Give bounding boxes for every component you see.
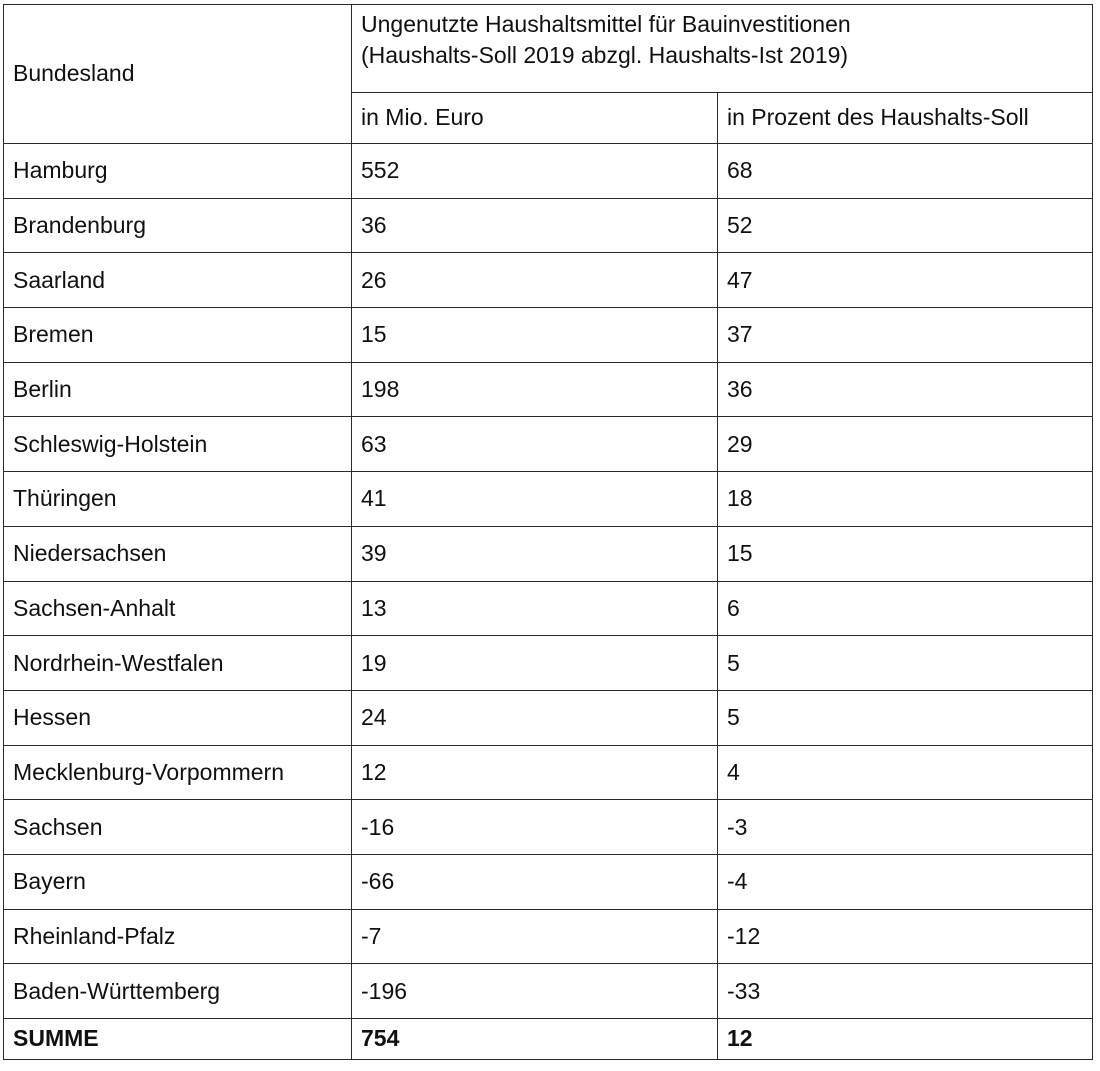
table-row (4, 909, 1093, 964)
cell-mio-euro: -7 (352, 909, 718, 964)
table-row (4, 144, 1093, 199)
cell-bundesland: Rheinland-Pfalz (4, 909, 352, 964)
table-row (4, 362, 1093, 417)
summary-mio-euro: 754 (352, 1019, 718, 1060)
cell-mio-euro: 36 (352, 198, 718, 253)
table-row (4, 417, 1093, 472)
cell-prozent: 52 (718, 198, 1093, 253)
cell-mio-euro: 198 (352, 362, 718, 417)
cell-bundesland: Bayern (4, 854, 352, 909)
cell-mio-euro: 15 (352, 308, 718, 363)
table-row (4, 854, 1093, 909)
table-row (4, 526, 1093, 581)
cell-bundesland: Sachsen (4, 800, 352, 855)
table-row (4, 636, 1093, 691)
cell-prozent: 68 (718, 144, 1093, 199)
table-row (4, 308, 1093, 363)
cell-bundesland: Hessen (4, 690, 352, 745)
summary-row (4, 1019, 1093, 1060)
cell-bundesland: Saarland (4, 253, 352, 308)
cell-mio-euro: -196 (352, 964, 718, 1019)
header-bundesland: Bundesland (4, 5, 352, 144)
cell-bundesland: Sachsen-Anhalt (4, 581, 352, 636)
cell-bundesland: Bremen (4, 308, 352, 363)
summary-prozent: 12 (718, 1019, 1093, 1060)
header-mio-euro: in Mio. Euro (352, 93, 718, 144)
table-container (3, 4, 1093, 1060)
cell-mio-euro: 19 (352, 636, 718, 691)
cell-mio-euro: 63 (352, 417, 718, 472)
cell-bundesland: Baden-Württemberg (4, 964, 352, 1019)
cell-bundesland: Niedersachsen (4, 526, 352, 581)
table-row (4, 690, 1093, 745)
cell-bundesland: Mecklenburg-Vorpommern (4, 745, 352, 800)
cell-prozent: 29 (718, 417, 1093, 472)
cell-bundesland: Hamburg (4, 144, 352, 199)
cell-prozent: 18 (718, 472, 1093, 527)
cell-bundesland: Berlin (4, 362, 352, 417)
cell-bundesland: Brandenburg (4, 198, 352, 253)
cell-prozent: 36 (718, 362, 1093, 417)
table-row (4, 581, 1093, 636)
cell-prozent: 4 (718, 745, 1093, 800)
budget-table (3, 4, 1093, 1060)
cell-prozent: 37 (718, 308, 1093, 363)
cell-prozent: 15 (718, 526, 1093, 581)
cell-bundesland: Schleswig-Holstein (4, 417, 352, 472)
cell-prozent: 47 (718, 253, 1093, 308)
header-row-1 (4, 5, 1093, 93)
cell-prozent: 5 (718, 636, 1093, 691)
cell-mio-euro: 552 (352, 144, 718, 199)
table-row (4, 745, 1093, 800)
cell-prozent: -4 (718, 854, 1093, 909)
cell-prozent: 5 (718, 690, 1093, 745)
table-row (4, 198, 1093, 253)
cell-prozent: -3 (718, 800, 1093, 855)
cell-prozent: -33 (718, 964, 1093, 1019)
cell-prozent: 6 (718, 581, 1093, 636)
cell-mio-euro: -66 (352, 854, 718, 909)
header-group-line2: (Haushalts-Soll 2019 abzgl. Haushalts-Ist 2019) (361, 42, 849, 69)
table-row (4, 253, 1093, 308)
table-row (4, 472, 1093, 527)
cell-mio-euro: 26 (352, 253, 718, 308)
cell-prozent: -12 (718, 909, 1093, 964)
summary-label: SUMME (4, 1019, 352, 1060)
table-row (4, 964, 1093, 1019)
cell-bundesland: Thüringen (4, 472, 352, 527)
header-group (352, 5, 1093, 93)
cell-mio-euro: 13 (352, 581, 718, 636)
cell-mio-euro: 24 (352, 690, 718, 745)
cell-mio-euro: 39 (352, 526, 718, 581)
table-row (4, 800, 1093, 855)
cell-bundesland: Nordrhein-Westfalen (4, 636, 352, 691)
header-prozent: in Prozent des Haushalts-Soll (718, 93, 1093, 144)
cell-mio-euro: 12 (352, 745, 718, 800)
cell-mio-euro: -16 (352, 800, 718, 855)
cell-mio-euro: 41 (352, 472, 718, 527)
header-group-line1: Ungenutzte Haushaltsmittel für Bauinvestitionen (361, 11, 851, 37)
